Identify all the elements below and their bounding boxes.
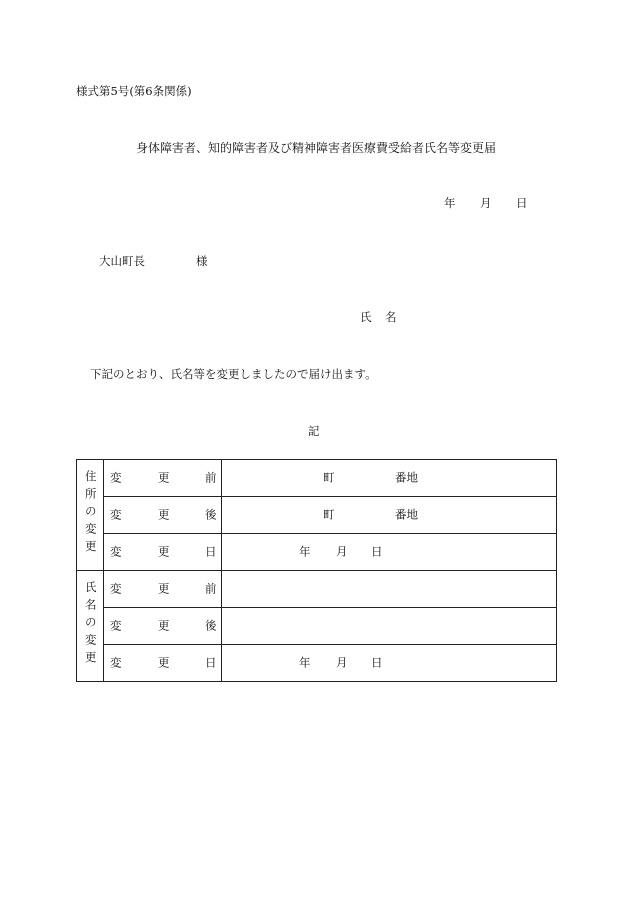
- name-before-field[interactable]: [222, 571, 557, 608]
- item-label-char: 後: [205, 618, 217, 633]
- banchi-label: 番地: [395, 470, 418, 485]
- item-label-char: 前: [205, 581, 217, 596]
- address-change-date-field[interactable]: [222, 534, 557, 571]
- item-label-char: 更: [158, 507, 170, 522]
- table-row: [77, 460, 557, 497]
- item-label-cell: [104, 571, 222, 608]
- town-label: 町: [323, 507, 335, 522]
- name-after-field[interactable]: [222, 608, 557, 645]
- item-label-char: 前: [205, 470, 217, 485]
- month-label: 月: [336, 544, 348, 559]
- applicant-name-label-mei: 名: [385, 310, 397, 324]
- day-label: 日: [371, 655, 383, 670]
- item-label-cell: [104, 534, 222, 571]
- recipient-honorific: 様: [196, 254, 208, 268]
- group-label-text: 住所の変更: [83, 469, 98, 558]
- table-row: [77, 608, 557, 645]
- item-label-char: 更: [158, 470, 170, 485]
- date-year-label: 年: [444, 196, 456, 210]
- item-label-cell: [104, 608, 222, 645]
- table-row: [77, 645, 557, 682]
- town-label: 町: [323, 470, 335, 485]
- item-label-char: 後: [205, 507, 217, 522]
- year-label: 年: [299, 544, 311, 559]
- item-label-char: 変: [110, 581, 122, 596]
- table-row: [77, 534, 557, 571]
- day-label: 日: [371, 544, 383, 559]
- banchi-label: 番地: [395, 507, 418, 522]
- table-row: [77, 571, 557, 608]
- item-label-char: 変: [110, 470, 122, 485]
- change-table: [76, 459, 557, 682]
- item-label-char: 日: [205, 655, 217, 670]
- item-label-cell: [104, 645, 222, 682]
- year-label: 年: [299, 655, 311, 670]
- item-label-cell: [104, 460, 222, 497]
- table-row: [77, 497, 557, 534]
- group-label-address-change: [77, 460, 104, 571]
- form-number: 様式第5号(第6条関係): [76, 84, 192, 98]
- ki-heading: 記: [308, 424, 320, 438]
- item-label-cell: [104, 497, 222, 534]
- name-change-date-field[interactable]: [222, 645, 557, 682]
- document-title: 身体障害者、知的障害者及び精神障害者医療費受給者氏名等変更届: [136, 141, 497, 155]
- item-label-char: 変: [110, 655, 122, 670]
- group-label-text: 氏名の変更: [83, 580, 98, 669]
- address-after-field[interactable]: [222, 497, 557, 534]
- item-label-char: 変: [110, 618, 122, 633]
- item-label-char: 更: [158, 655, 170, 670]
- applicant-name-label-shi: 氏: [360, 310, 372, 324]
- item-label-char: 更: [158, 544, 170, 559]
- date-day-label: 日: [516, 196, 528, 210]
- recipient-name: 大山町長: [99, 254, 145, 268]
- month-label: 月: [336, 655, 348, 670]
- group-label-name-change: [77, 571, 104, 682]
- body-text: 下記のとおり、氏名等を変更しましたので届け出ます。: [90, 367, 377, 381]
- date-month-label: 月: [480, 196, 492, 210]
- item-label-char: 変: [110, 544, 122, 559]
- item-label-char: 日: [205, 544, 217, 559]
- item-label-char: 変: [110, 507, 122, 522]
- item-label-char: 更: [158, 618, 170, 633]
- address-before-field[interactable]: [222, 460, 557, 497]
- item-label-char: 更: [158, 581, 170, 596]
